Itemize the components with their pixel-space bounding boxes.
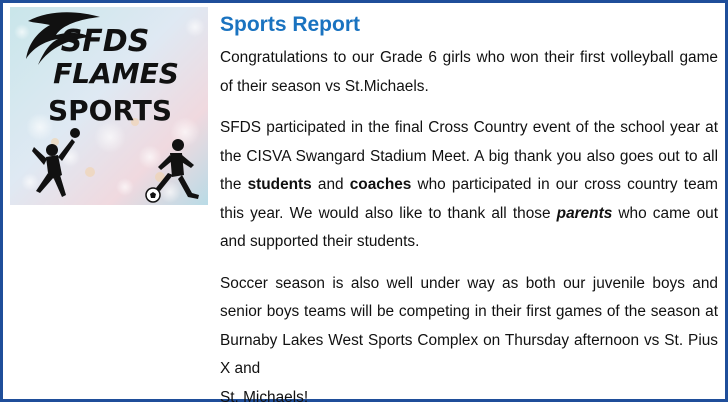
logo-text-flames: FLAMES — [53, 57, 179, 90]
sfds-flames-sports-logo — [10, 7, 208, 205]
paragraph-volleyball: Congratulations to our Grade 6 girls who won their first volleyball game of their season vs St.Michaels. — [220, 44, 718, 101]
paragraph-text: and — [312, 176, 350, 193]
emphasis-coaches: coaches — [350, 176, 412, 193]
paragraph-text: who came out and supported their students. — [220, 205, 718, 251]
paragraph-text: SFDS participated in the final Cross Country event of the school year at the CISVA Swangard Stadium Meet. A big thank you also goes out to all the — [220, 119, 718, 193]
paragraph-soccer-last-line: St. Michaels! — [220, 384, 718, 412]
emphasis-students: students — [248, 176, 312, 193]
article-content — [220, 12, 718, 412]
logo-text-sports: SPORTS — [48, 94, 172, 127]
soccer-ball-icon — [146, 188, 160, 202]
emphasis-parents: parents — [557, 205, 613, 222]
paragraph-text: who participated in our cross country team this year. We would also like to thank all those — [220, 176, 718, 222]
paragraph-cross-country — [220, 114, 718, 257]
article-title: Sports Report — [220, 12, 718, 38]
paragraph-soccer: Soccer season is also well under way as both our juvenile boys and senior boys teams will be competing in their first games of the season at Burnaby Lakes West Sports Complex on Thursday afternoon vs St. Pius X and — [220, 270, 718, 384]
logo-text-sfds: SFDS — [61, 24, 150, 59]
